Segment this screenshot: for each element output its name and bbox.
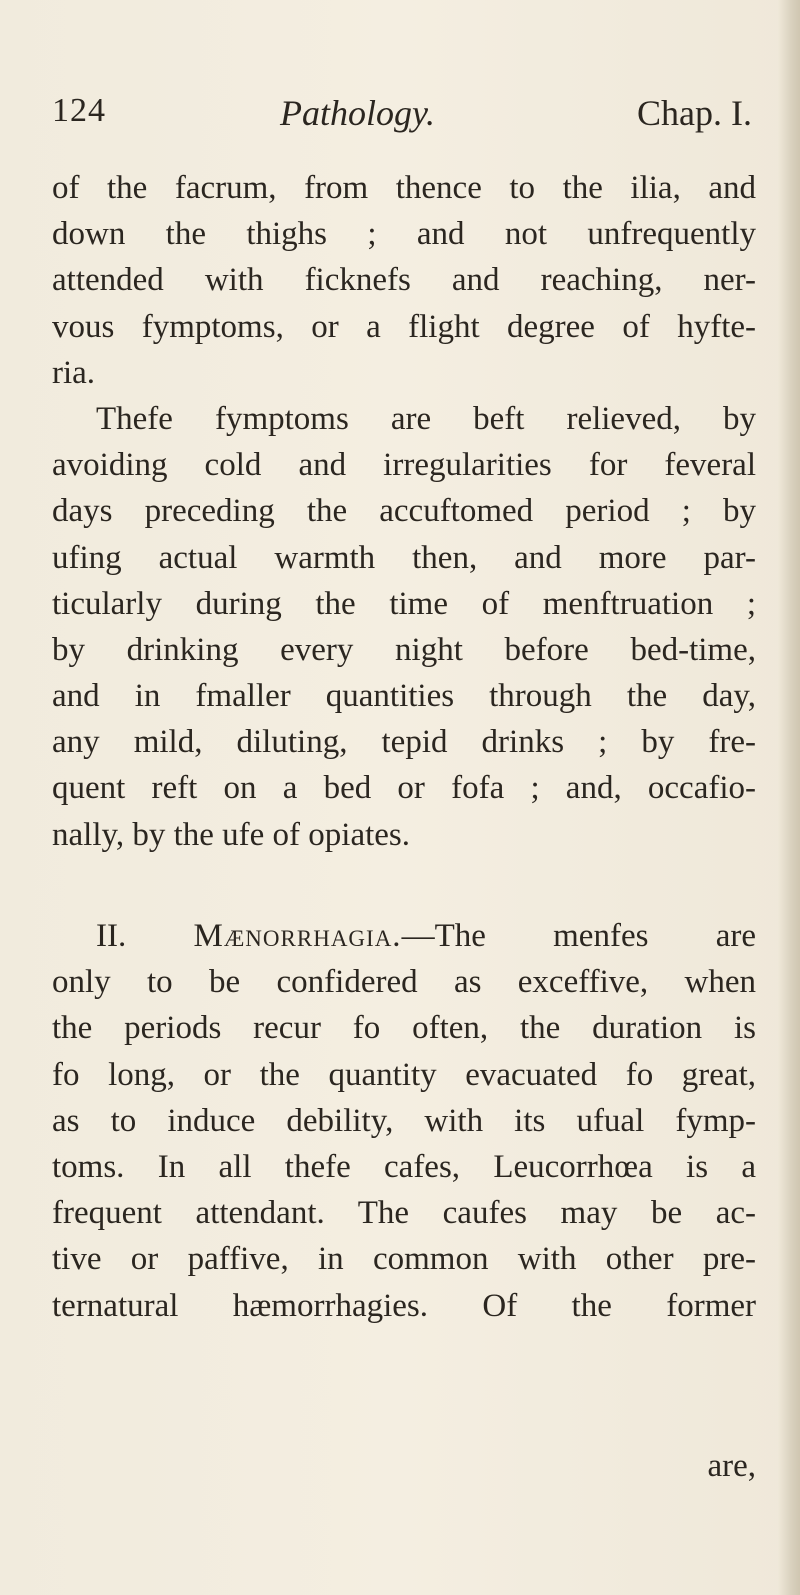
section-numeral: II. [96, 918, 127, 954]
text-line: quent reft on a bed or fofa ; and, occafio- [52, 770, 756, 807]
text-line: as to induce debility, with its ufual fymp- [52, 1102, 756, 1139]
text-line: ternatural hæmorrhagies. Of the former [52, 1287, 756, 1324]
text-line: tive or paffive, in common with other pre- [52, 1241, 756, 1278]
text-line: fo long, or the quantity evacuated fo great, [52, 1056, 756, 1093]
text-line: Thefe fymptoms are beft relieved, by [96, 400, 756, 437]
text-line: by drinking every night before bed-time, [52, 631, 756, 668]
running-title: Pathology. [280, 93, 435, 133]
text-line: and in fmaller quantities through the day, [52, 678, 756, 715]
text-line: vous fymptoms, or a flight degree of hyfte- [52, 308, 756, 345]
text-line: of the facrum, from thence to the ilia, and [52, 170, 756, 206]
text-line: toms. In all thefe cafes, Leucorrhœa is a [52, 1148, 756, 1185]
catchword: are, [707, 1448, 756, 1484]
section-menorrhagia [52, 913, 756, 1329]
text-line: ufing actual warmth then, and more par- [52, 539, 756, 576]
text-line: the periods recur fo often, the duration is [52, 1010, 756, 1047]
text-line: days preceding the accuftomed period ; by [52, 493, 756, 530]
body-text-upper [52, 165, 756, 858]
text-line: ticularly during the time of menftruation ; [52, 585, 756, 622]
text-line: attended with ficknefs and reaching, ner- [52, 262, 756, 299]
chapter-label: Chap. I. [637, 93, 752, 133]
text-line: frequent attendant. The caufes may be ac- [52, 1195, 756, 1232]
text-line: down the thighs ; and not unfrequently [52, 216, 756, 253]
running-header [52, 92, 752, 142]
text-line: any mild, diluting, tepid drinks ; by fre- [52, 724, 756, 761]
section-heading: Mænorrhagia. [193, 918, 402, 954]
section-heading-line [52, 913, 756, 959]
section-first-line-text: —The menfes are [401, 918, 756, 954]
text-line: ria. [52, 354, 96, 391]
page-number: 124 [52, 92, 106, 129]
text-line: avoiding cold and irregularities for feveral [52, 447, 756, 484]
text-line: only to be confidered as exceffive, when [52, 964, 756, 1001]
page-edge-shadow [778, 0, 800, 1595]
text-line: nally, by the ufe of opiates. [52, 816, 411, 853]
